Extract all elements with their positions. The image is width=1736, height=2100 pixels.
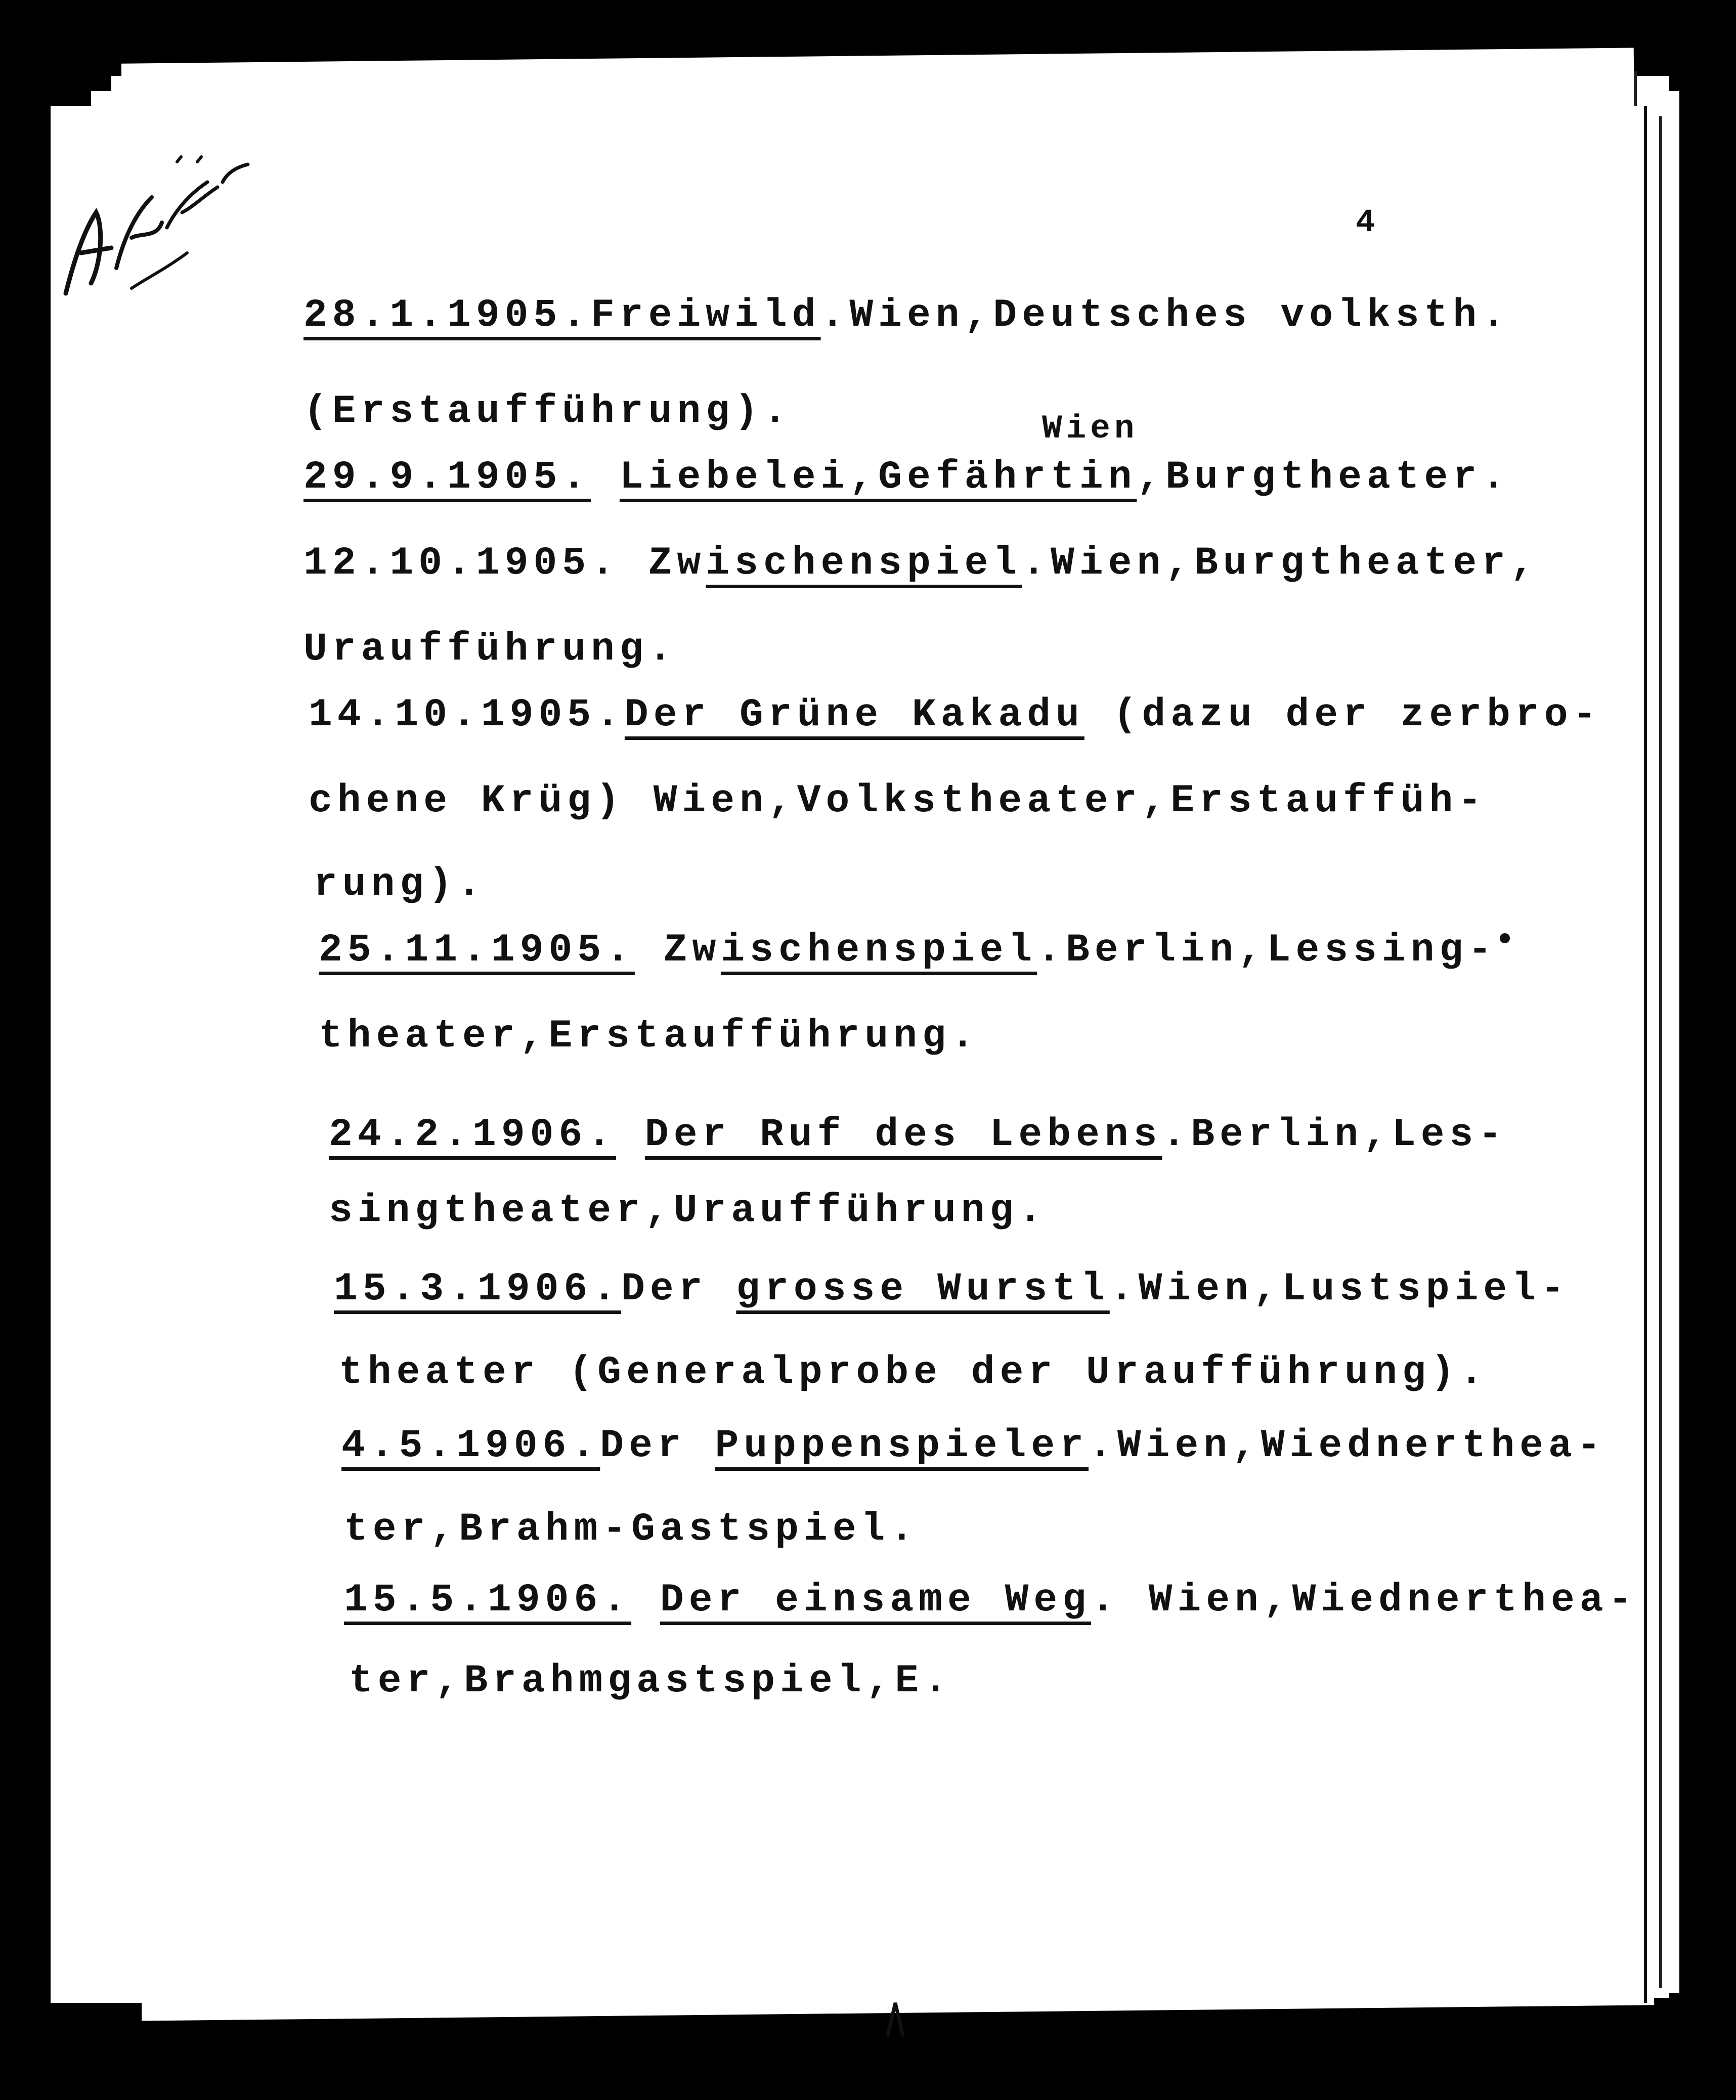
entry-text: singtheater,Uraufführung. (329, 1189, 1048, 1233)
entry-line (349, 1659, 952, 1703)
entry-line (303, 455, 1510, 500)
entry-line (344, 1507, 919, 1552)
entry-title: Der einsame Weg (660, 1578, 1092, 1623)
entry-title: ischenspiel (721, 928, 1037, 973)
entry-line (303, 541, 1539, 586)
entry-text: .Wien,Lustspiel- (1109, 1267, 1570, 1311)
sheet-edge (1659, 116, 1662, 1988)
inserted-word: Wien (1042, 410, 1139, 448)
entry-line (341, 1424, 1606, 1468)
entry-line (303, 627, 677, 672)
entry-text: .Wien,Wiednerthea- (1089, 1424, 1606, 1468)
entry-line (329, 1189, 1047, 1233)
entry-text: (dazu der zerbro- (1084, 693, 1602, 737)
margin-mark (880, 1998, 910, 2038)
entry-title: ischenspiel (706, 541, 1022, 586)
entry-line (303, 293, 1510, 338)
entry-text: theater (Generalprobe der Uraufführung). (339, 1350, 1489, 1395)
entry-text: Zw (634, 928, 721, 973)
entry-line (319, 1014, 980, 1059)
entry-date: 15.3.1906. (334, 1267, 622, 1311)
entry-text (616, 1113, 645, 1157)
entry-date: 4.5.1906. (341, 1424, 600, 1468)
ink-speck (1500, 933, 1510, 943)
entry-text (631, 1578, 660, 1623)
entry-line (319, 928, 1497, 973)
entry-text: .Wien,Burgtheater, (1022, 541, 1539, 586)
entry-text: Zw (619, 541, 706, 586)
entry-text: Der (621, 1267, 736, 1311)
entry-text: ter,Brahmgastspiel,E. (349, 1659, 952, 1703)
entry-date: 29.9.1905. (303, 455, 591, 500)
entry-title: Der Ruf des Lebens (644, 1113, 1162, 1157)
entry-text: ,Burgtheater. (1137, 455, 1510, 500)
entry-line (314, 862, 486, 907)
entry-date: 14.10.1905. (309, 693, 625, 737)
entry-text: .Wien,Deutsches volksth. (820, 293, 1510, 338)
entry-text: chene Krüg) Wien,Volkstheater,Erstauffüh- (309, 779, 1487, 823)
entry-line (309, 779, 1487, 823)
entry-text: rung). (314, 862, 486, 907)
entry-line (334, 1267, 1570, 1311)
entry-text: . Wien,Wiednerthea- (1091, 1578, 1637, 1623)
entry-text: theater,Erstaufführung. (319, 1014, 980, 1059)
entry-date: 24.2.1906. (329, 1113, 617, 1157)
entry-text (591, 455, 620, 500)
entry-line (344, 1578, 1637, 1623)
entry-text: ter,Brahm-Gastspiel. (344, 1507, 919, 1552)
entry-text: .Berlin,Lessing- (1037, 928, 1497, 973)
entry-date: 28.1.1905. (303, 293, 591, 338)
entry-text: .Berlin,Les- (1162, 1113, 1507, 1157)
entry-date: 12.10.1905. (303, 541, 620, 586)
entry-date: 25.11.1905. (319, 928, 635, 973)
entry-text: Uraufführung. (303, 627, 677, 672)
entry-line (303, 389, 792, 434)
entry-date: 15.5.1906. (344, 1578, 632, 1623)
entry-title: grosse Wurstl (736, 1267, 1110, 1311)
entry-line (309, 693, 1601, 737)
page-number: 4 (1356, 205, 1375, 241)
entry-title: Freiwild (591, 293, 821, 338)
entry-title: Der Grüne Kakadu (624, 693, 1084, 737)
handwritten-note-mark (56, 152, 268, 314)
entry-title: Liebelei,Gefährtin (619, 455, 1137, 500)
entry-title: Puppenspieler (715, 1424, 1089, 1468)
entry-line (329, 1113, 1507, 1157)
entry-text: Der (600, 1424, 715, 1468)
entry-text: (Erstaufführung). (303, 389, 792, 434)
entry-line (339, 1350, 1488, 1395)
